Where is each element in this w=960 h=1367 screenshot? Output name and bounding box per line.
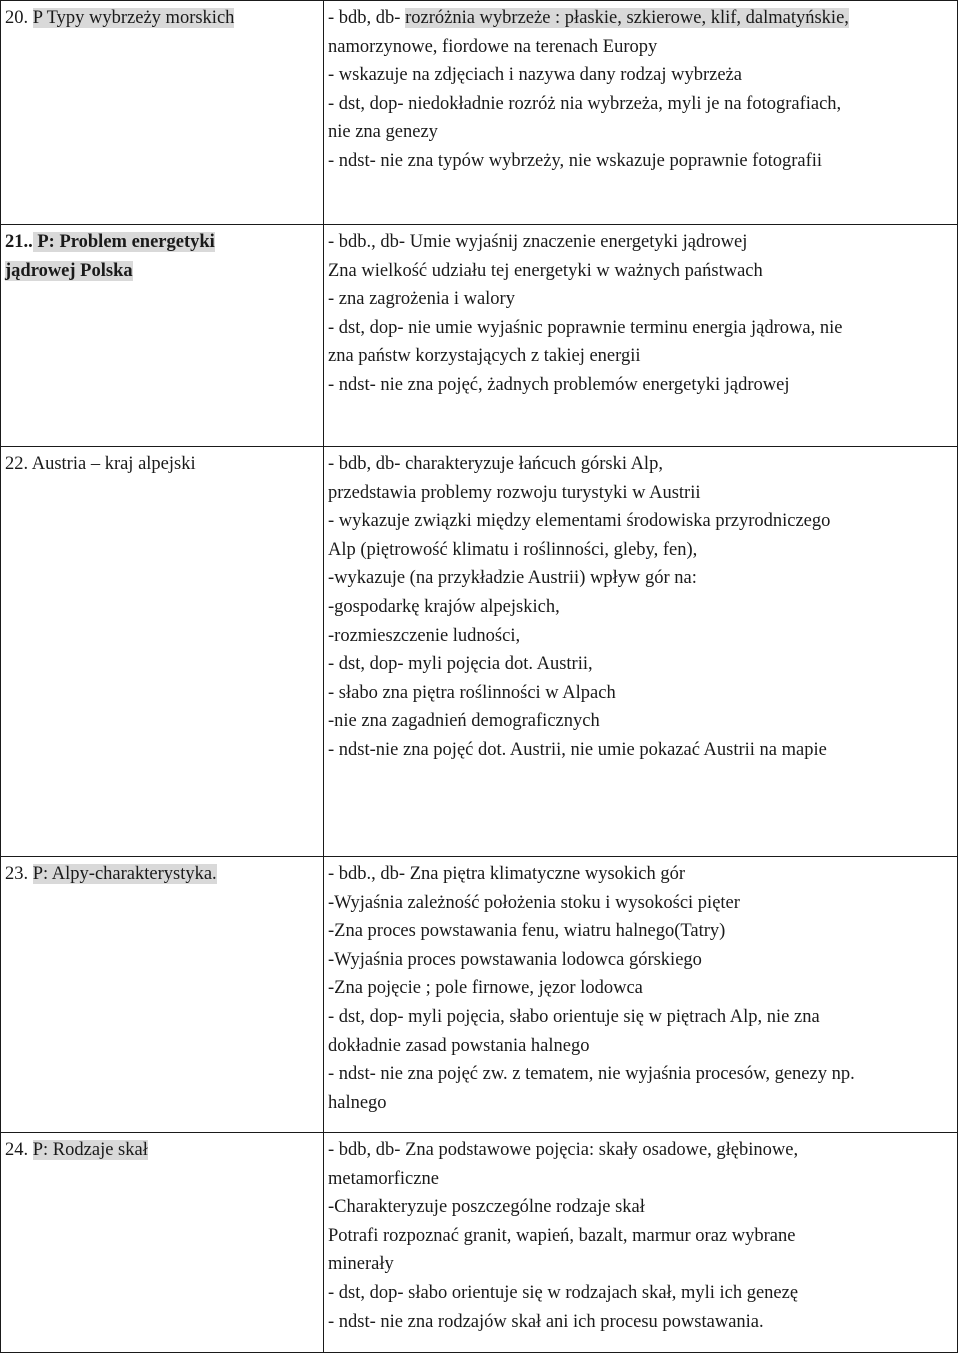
criteria-line: - zna zagrożenia i walory (328, 289, 515, 310)
criteria-line: -Zna pojęcie ; pole firnowe, jęzor lodowca (328, 978, 643, 999)
criteria-line: - bdb., db- Zna piętra klimatyczne wysokich gór (328, 864, 686, 884)
criteria-line: - dst, dop- myli pojęcia, słabo orientuje się w piętrach Alp, nie zna (328, 1006, 820, 1027)
criteria-line: przedstawia problemy rozwoju turystyki w Austrii (328, 482, 701, 503)
criteria-cell (324, 1133, 958, 1353)
topic-cell (1, 1, 324, 225)
criteria-line: -nie zna zagadnień demograficznych (328, 711, 600, 732)
criteria-line: -wykazuje (na przykładzie Austrii) wpływ gór na: (328, 568, 697, 589)
criteria-line: - ndst- nie zna rodzajów skał ani ich procesu powstawania. (328, 1311, 764, 1332)
topic-number: 24. (5, 1140, 29, 1160)
criteria-line: Potrafi rozpoznać granit, wapień, bazalt, marmur oraz wybrane (328, 1225, 796, 1246)
criteria-line: - bdb, db- Zna podstawowe pojęcia: skały osadowe, głębinowe, (328, 1140, 799, 1160)
criteria-line: - dst, dop- niedokładnie rozróż nia wybrzeża, myli je na fotografiach, (328, 93, 842, 114)
criteria-line: namorzynowe, fiordowe na terenach Europy (328, 36, 658, 57)
criteria-line: - ndst- nie zna pojęć zw. z tematem, nie wyjaśnia procesów, genezy np. (328, 1064, 855, 1085)
criteria-line: - wskazuje na zdjęciach i nazywa dany rodzaj wybrzeża (328, 65, 742, 86)
criteria-line: - ndst-nie zna pojęć dot. Austrii, nie umie pokazać Austrii na mapie (328, 739, 827, 760)
criteria-line: -Charakteryzuje poszczególne rodzaje skał (328, 1197, 645, 1218)
topic-cell (1, 225, 324, 447)
criteria-line: -Zna proces powstawania fenu, wiatru halnego(Tatry) (328, 921, 726, 942)
criteria-line: nie zna genezy (328, 122, 438, 143)
table-row (1, 1, 958, 225)
criteria-line: - bdb, db- charakteryzuje łańcuch górski Alp, (328, 454, 663, 474)
criteria-line: metamorficzne (328, 1168, 439, 1189)
topic-title: P: Rodzaje skał (32, 1140, 148, 1160)
criteria-line: -rozmieszczenie ludności, (328, 625, 521, 646)
table-row (1, 857, 958, 1133)
table-row (1, 1133, 958, 1353)
topic-cell (1, 1133, 324, 1353)
topic-cell (1, 447, 324, 857)
criteria-line: dokładnie zasad powstania halnego (328, 1035, 590, 1056)
criteria-line: -gospodarkę krajów alpejskich, (328, 596, 560, 617)
criteria-cell (324, 225, 958, 447)
criteria-line: - słabo zna piętra roślinności w Alpach (328, 682, 616, 703)
criteria-line: - dst, dop- słabo orientuje się w rodzajach skał, myli ich genezę (328, 1282, 799, 1303)
criteria-line: Alp (piętrowość klimatu i roślinności, gleby, fen), (328, 539, 698, 560)
topic-title: P Typy wybrzeży morskich (32, 8, 235, 28)
criteria-line: - wykazuje związki między elementami środowiska przyrodniczego (328, 511, 831, 532)
topic-number: 21.. (5, 232, 33, 252)
criteria-line: minerały (328, 1254, 394, 1275)
criteria-line: halnego (328, 1092, 387, 1113)
criteria-line: - dst, dop- nie umie wyjaśnic poprawnie terminu energia jądrowa, nie (328, 317, 843, 338)
table-row (1, 447, 958, 857)
criteria-line: - ndst- nie zna typów wybrzeży, nie wskazuje poprawnie fotografii (328, 150, 823, 171)
topic-number: 23. (5, 864, 29, 884)
criteria-cell (324, 447, 958, 857)
criteria-line: - bdb., db- Umie wyjaśnij znaczenie energetyki jądrowej (328, 232, 748, 252)
table-row (1, 225, 958, 447)
criteria-line: -Wyjaśnia zależność położenia stoku i wysokości pięter (328, 892, 740, 913)
topic-title: P: Problem energetyki jądrowej Polska (5, 232, 215, 281)
criteria-line: -Wyjaśnia proces powstawania lodowca górskiego (328, 949, 702, 970)
criteria-line: zna państw korzystających z takiej energii (328, 346, 641, 367)
criteria-cell (324, 1, 958, 225)
criteria-cell (324, 857, 958, 1133)
criteria-line: Zna wielkość udziału tej energetyki w ważnych państwach (328, 260, 763, 281)
topic-number: 22. (5, 454, 29, 474)
criteria-line: - dst, dop- myli pojęcia dot. Austrii, (328, 654, 593, 675)
topic-title: P: Alpy-charakterystyka. (32, 864, 217, 884)
topic-cell (1, 857, 324, 1133)
topic-number: 20. (5, 8, 29, 28)
topic-title: Austria – kraj alpejski (28, 454, 196, 474)
criteria-line: - bdb, db- rozróżnia wybrzeże : płaskie, szkierowe, klif, dalmatyńskie, (328, 8, 849, 28)
criteria-line: - ndst- nie zna pojęć, żadnych problemów energetyki jądrowej (328, 374, 790, 395)
